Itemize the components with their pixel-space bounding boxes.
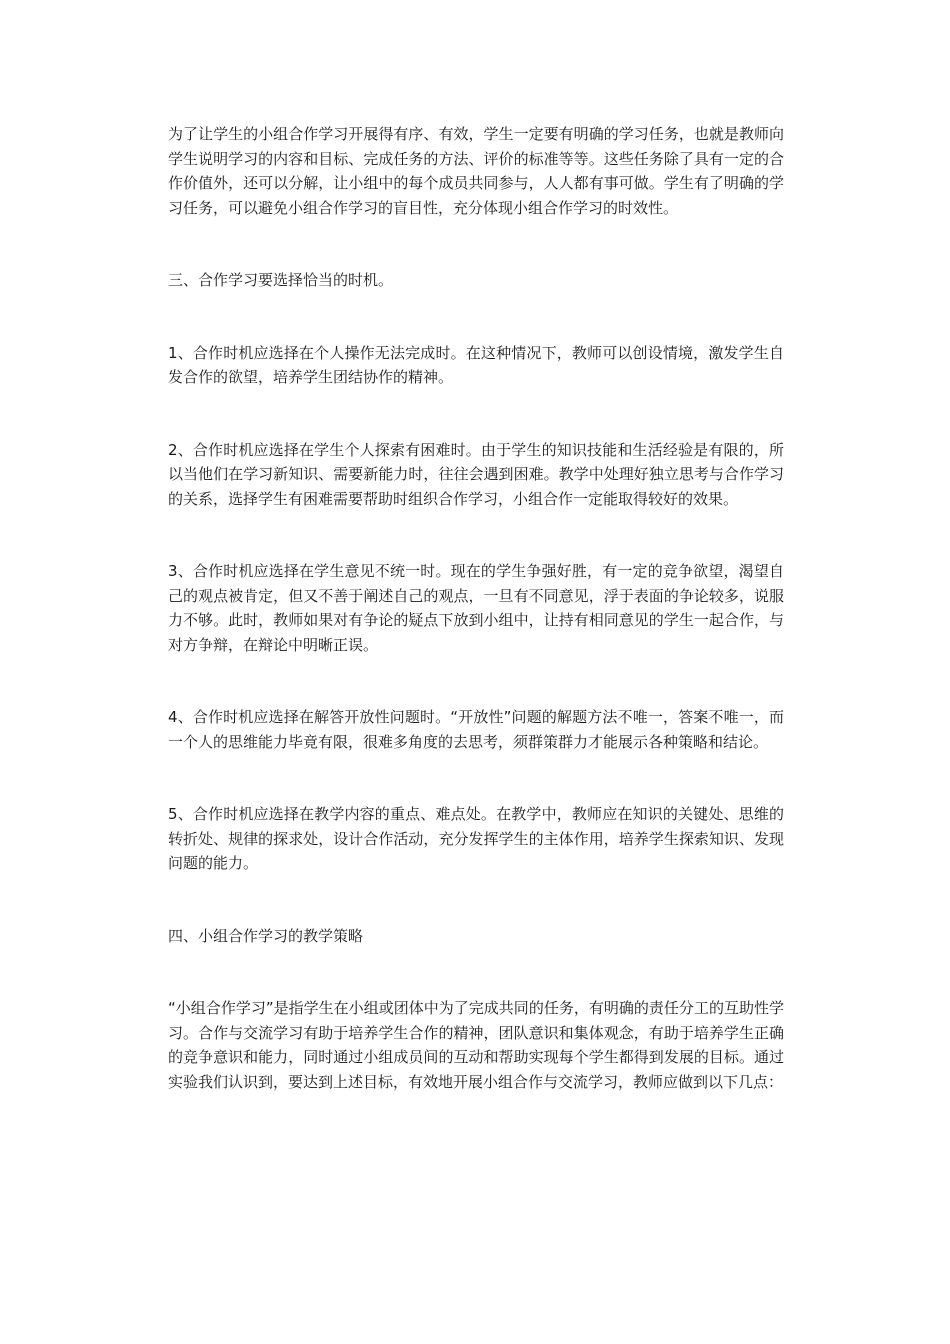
paragraph-item-4: 4、合作时机应选择在解答开放性问题时。“开放性”问题的解题方法不唯一，答案不唯一，而一个人的思维能力毕竟有限，很难多角度的去思考，须群策群力才能展示各种策略和结论。	[168, 708, 784, 751]
document-body	[168, 122, 784, 1094]
paragraph-learning-tasks: 为了让学生的小组合作学习开展得有序、有效，学生一定要有明确的学习任务，也就是教师向学生说明学习的内容和目标、完成任务的方法、评价的标准等等。这些任务除了具有一定的合作价值外，还可以分解，让小组中的每个成员共同参与，人人都有事可做。学生有了明确的学习任务，可以避免小组合作学习的盲目性，充分体现小组合作学习的时效性。	[168, 125, 784, 217]
spacer	[168, 948, 784, 996]
paragraph-item-2: 2、合作时机应选择在学生个人探索有困难时。由于学生的知识技能和生活经验是有限的，所以当他们在学习新知识、需要新能力时，往往会遇到困难。教学中处理好独立思考与合作学习的关系，选择学生有困难需要帮助时组织合作学习，小组合作一定能取得较好的效果。	[168, 440, 784, 508]
spacer	[168, 754, 784, 802]
spacer	[168, 657, 784, 705]
paragraph-group-learning: “小组合作学习”是指学生在小组或团体中为了完成共同的任务，有明确的责任分工的互助性学习。合作与交流学习有助于培养学生合作的精神，团队意识和集体观念，有助于培养学生正确的竞争意识和能力，同时通过小组成员间的互动和帮助实现每个学生都得到发展的目标。通过实验我们认识到，要达到上述目标，有效地开展小组合作与交流学习，教师应做到以下几点：	[168, 999, 784, 1091]
spacer	[168, 293, 784, 341]
spacer	[168, 390, 784, 438]
section-heading-3: 三、合作学习要选择恰当的时机。	[168, 271, 394, 289]
spacer	[168, 876, 784, 924]
spacer	[168, 220, 784, 268]
paragraph-item-1: 1、合作时机应选择在个人操作无法完成时。在这种情况下，教师可以创设情境，激发学生自发合作的欲望，培养学生团结协作的精神。	[168, 343, 784, 386]
section-heading-4: 四、小组合作学习的教学策略	[168, 926, 364, 945]
spacer	[168, 511, 784, 559]
paragraph-item-5: 5、合作时机应选择在教学内容的重点、难点处。在教学中，教师应在知识的关键处、思维的转折处、规律的探求处，设计合作活动，充分发挥学生的主体作用，培养学生探索知识、发现问题的能力。	[168, 805, 784, 872]
paragraph-item-3: 3、合作时机应选择在学生意见不统一时。现在的学生争强好胜，有一定的竞争欲望，渴望自己的观点被肯定，但又不善于阐述自己的观点，一旦有不同意见，浮于表面的争论较多，说服力不够。此时，教师如果对有争论的疑点下放到小组中，让持有相同意见的学生一起合作，与对方争辩，在辩论中明晰正误。	[168, 562, 784, 654]
